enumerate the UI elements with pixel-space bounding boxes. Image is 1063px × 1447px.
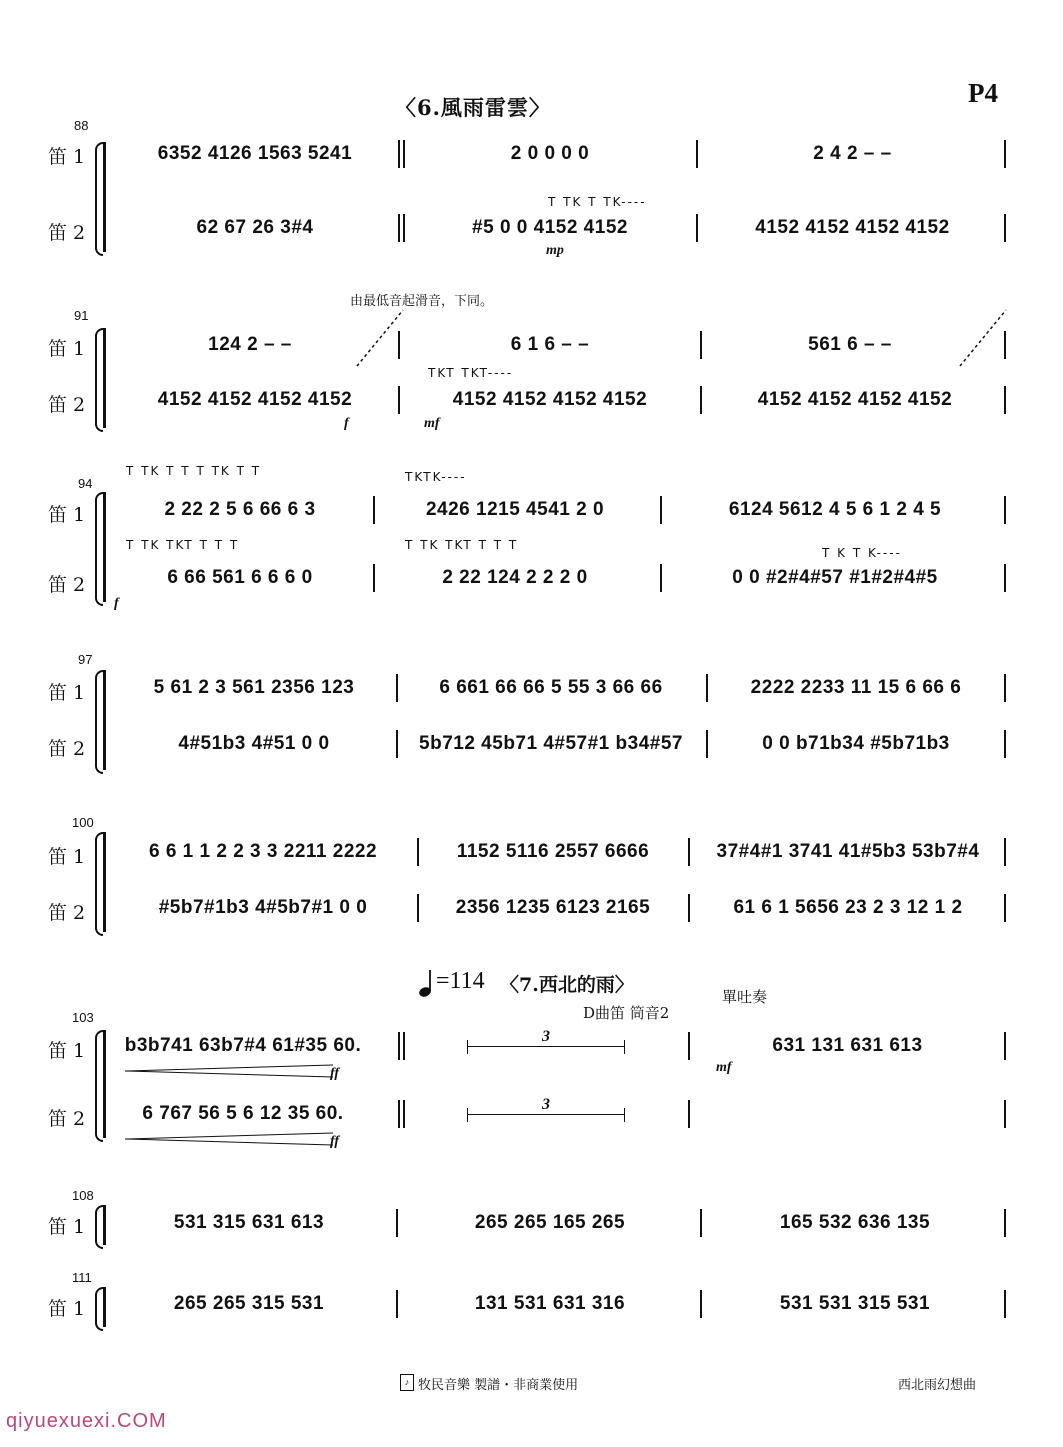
measure: 4152 4152 4152 4152 bbox=[157, 389, 353, 410]
part-label: 笛 1 bbox=[48, 338, 86, 360]
staff-row bbox=[110, 832, 1010, 872]
barline bbox=[1004, 894, 1006, 922]
quarter-note-icon bbox=[418, 968, 438, 998]
barline bbox=[396, 1290, 398, 1318]
multirest-3 bbox=[467, 1096, 625, 1122]
barline bbox=[1004, 496, 1006, 524]
measure: 4152 4152 4152 4152 bbox=[755, 217, 950, 238]
measure-number: 111 bbox=[72, 1270, 92, 1285]
measure: 61 6 1 5656 23 2 3 12 1 2 bbox=[733, 897, 963, 918]
tonguing-marks: T TK T T T TK T T bbox=[126, 464, 262, 478]
part-label: 笛 1 bbox=[48, 1216, 86, 1238]
staff-row bbox=[110, 490, 1010, 530]
system-brace bbox=[95, 142, 103, 256]
measure: 6 1 6 – – bbox=[510, 334, 590, 355]
barline-double bbox=[403, 1100, 405, 1128]
staff-row bbox=[110, 1284, 1010, 1324]
measure: 5 61 2 3 561 2356 123 bbox=[153, 677, 355, 698]
staff-row bbox=[110, 208, 1010, 248]
barline-double bbox=[398, 1032, 400, 1060]
measure: #5b7#1b3 4#5b7#1 0 0 bbox=[158, 897, 368, 918]
system-bracket bbox=[103, 328, 106, 428]
articulation-instruction: 單吐奏 bbox=[722, 988, 768, 1006]
part-label: 笛 2 bbox=[48, 222, 86, 244]
barline bbox=[688, 838, 690, 866]
measure: 531 531 315 531 bbox=[779, 1293, 931, 1314]
dynamic-mark: ff bbox=[330, 1066, 340, 1081]
barline-double bbox=[398, 214, 400, 242]
measure: 124 2 – – bbox=[208, 334, 292, 355]
measure: 0 0 #2#4#57 #1#2#4#5 bbox=[732, 567, 938, 588]
measure: 2 0 0 0 0 bbox=[510, 143, 590, 164]
barline-double bbox=[403, 214, 405, 242]
multirest-count: 3 bbox=[538, 1096, 554, 1114]
barline bbox=[1004, 140, 1006, 168]
barline bbox=[688, 1032, 690, 1060]
page-number: P4 bbox=[968, 78, 998, 108]
measure: 631 131 631 613 bbox=[772, 1035, 923, 1056]
tempo-mark: =114 bbox=[436, 968, 485, 994]
measure-number: 88 bbox=[74, 118, 89, 133]
measure: 265 265 165 265 bbox=[474, 1212, 626, 1233]
dynamic-mark: f bbox=[344, 416, 349, 431]
part-label: 笛 2 bbox=[48, 1108, 86, 1130]
part-label: 笛 1 bbox=[48, 504, 86, 526]
staff-row bbox=[110, 558, 1010, 598]
measure: 265 265 315 531 bbox=[173, 1293, 325, 1314]
tonguing-marks: T TK T TK---- bbox=[548, 195, 647, 209]
barline bbox=[706, 674, 708, 702]
barline bbox=[700, 1209, 702, 1237]
watermark: qiyuexuexi.COM bbox=[6, 1410, 167, 1432]
barline bbox=[1004, 838, 1006, 866]
part-label: 笛 2 bbox=[48, 738, 86, 760]
measure: 1152 5116 2557 6666 bbox=[456, 841, 650, 862]
section-title: 〈7.西北的雨〉 bbox=[500, 974, 634, 996]
barline bbox=[696, 140, 698, 168]
barline bbox=[417, 894, 419, 922]
measure: b3b741 63b7#4 61#35 60. bbox=[124, 1035, 362, 1056]
measure: 2222 2233 11 15 6 66 6 bbox=[750, 677, 962, 698]
barline bbox=[396, 1209, 398, 1237]
barline bbox=[373, 564, 375, 592]
barline bbox=[1004, 1290, 1006, 1318]
tonguing-marks: TKTK---- bbox=[405, 470, 467, 484]
barline bbox=[696, 214, 698, 242]
barline-double bbox=[403, 140, 405, 168]
system-bracket bbox=[103, 1287, 106, 1327]
barline bbox=[1004, 1100, 1006, 1128]
part-label: 笛 1 bbox=[48, 1298, 86, 1320]
dynamic-mark: mf bbox=[716, 1060, 732, 1075]
barline bbox=[1004, 1209, 1006, 1237]
staff-row bbox=[110, 668, 1010, 708]
barline bbox=[700, 1290, 702, 1318]
publisher-logo-icon: ♪ bbox=[400, 1374, 414, 1391]
tonguing-marks: TKT TKT---- bbox=[428, 366, 514, 380]
barline bbox=[688, 1100, 690, 1128]
section-title: 〈6.風雨雷雲〉 bbox=[395, 95, 551, 120]
dynamic-mark: mp bbox=[546, 243, 564, 258]
barline bbox=[396, 730, 398, 758]
system-brace bbox=[95, 1030, 103, 1142]
dynamic-mark: f bbox=[114, 596, 119, 611]
barline bbox=[700, 386, 702, 414]
barline bbox=[660, 564, 662, 592]
system-brace bbox=[95, 670, 103, 774]
dynamic-mark: mf bbox=[424, 416, 440, 431]
barline-double bbox=[398, 1100, 400, 1128]
part-label: 笛 1 bbox=[48, 846, 86, 868]
system-bracket bbox=[103, 1205, 106, 1245]
barline bbox=[373, 496, 375, 524]
crescendo-hairpin bbox=[125, 1064, 335, 1078]
measure: 4#51b3 4#51 0 0 bbox=[178, 733, 330, 754]
measure: 6 661 66 66 5 55 3 66 66 bbox=[439, 677, 663, 698]
barline bbox=[706, 730, 708, 758]
performance-note: 由最低音起滑音，下同。 bbox=[350, 294, 494, 309]
measure: 561 6 – – bbox=[808, 334, 892, 355]
glissando-line bbox=[958, 308, 1008, 368]
measure: 2356 1235 6123 2165 bbox=[455, 897, 651, 918]
barline bbox=[688, 894, 690, 922]
measure: 5b712 45b71 4#57#1 b34#57 bbox=[419, 733, 683, 754]
barline bbox=[1004, 564, 1006, 592]
measure: 6 6 1 1 2 2 3 3 2211 2222 bbox=[148, 841, 378, 862]
measure-number: 94 bbox=[78, 476, 93, 491]
part-label: 笛 1 bbox=[48, 146, 86, 168]
tonguing-marks: T TK TKT T T T bbox=[126, 538, 240, 552]
barline bbox=[1004, 386, 1006, 414]
barline bbox=[1004, 730, 1006, 758]
barline bbox=[700, 331, 702, 359]
system-bracket bbox=[103, 670, 106, 770]
measure-number: 91 bbox=[74, 308, 89, 323]
measure: 131 531 631 316 bbox=[474, 1293, 626, 1314]
measure: 4152 4152 4152 4152 bbox=[757, 389, 953, 410]
staff-row bbox=[110, 325, 1010, 365]
glissando-line bbox=[355, 308, 405, 368]
barline bbox=[398, 386, 400, 414]
crescendo-hairpin bbox=[125, 1132, 335, 1146]
barline bbox=[396, 674, 398, 702]
barline bbox=[1004, 1032, 1006, 1060]
part-label: 笛 1 bbox=[48, 682, 86, 704]
measure: 0 0 b71b34 #5b71b3 bbox=[762, 733, 950, 754]
multirest-3 bbox=[467, 1028, 625, 1054]
measure: 6 767 56 5 6 12 35 60. bbox=[142, 1103, 344, 1124]
staff-row bbox=[110, 888, 1010, 928]
staff-row bbox=[110, 134, 1010, 174]
system-bracket bbox=[103, 1030, 106, 1138]
measure-number: 97 bbox=[78, 652, 93, 667]
barline bbox=[1004, 674, 1006, 702]
measure: 6352 4126 1563 5241 bbox=[157, 143, 353, 164]
staff-row bbox=[110, 724, 1010, 764]
part-label: 笛 2 bbox=[48, 574, 86, 596]
measure: 2426 1215 4541 2 0 bbox=[425, 499, 605, 520]
measure-number: 100 bbox=[72, 815, 94, 830]
barline-double bbox=[398, 140, 400, 168]
system-bracket bbox=[103, 142, 106, 252]
barline bbox=[660, 496, 662, 524]
measure: 62 67 26 3#4 bbox=[196, 217, 314, 238]
measure: 2 22 124 2 2 2 0 bbox=[442, 567, 588, 588]
system-brace bbox=[95, 1205, 103, 1249]
system-brace bbox=[95, 492, 103, 606]
part-label: 笛 2 bbox=[48, 902, 86, 924]
measure: 531 315 631 613 bbox=[173, 1212, 325, 1233]
measure-number: 108 bbox=[72, 1188, 94, 1203]
system-bracket bbox=[103, 492, 106, 602]
staff-row bbox=[110, 380, 1010, 420]
footer-title: 西北雨幻想曲 bbox=[898, 1378, 977, 1393]
system-brace bbox=[95, 1287, 103, 1331]
multirest-count: 3 bbox=[538, 1028, 554, 1046]
barline bbox=[1004, 214, 1006, 242]
measure: 2 4 2 – – bbox=[813, 143, 892, 164]
barline bbox=[417, 838, 419, 866]
tonguing-marks: T K T K---- bbox=[822, 546, 902, 560]
measure: 4152 4152 4152 4152 bbox=[452, 389, 648, 410]
measure-number: 103 bbox=[72, 1010, 94, 1025]
part-label: 笛 2 bbox=[48, 394, 86, 416]
footer-credit: 牧民音樂 製譜・非商業使用 bbox=[418, 1378, 579, 1393]
measure: 6 66 561 6 6 6 0 bbox=[167, 567, 313, 588]
measure: #5 0 0 4152 4152 bbox=[472, 217, 628, 238]
part-label: 笛 1 bbox=[48, 1040, 86, 1062]
barline-double bbox=[403, 1032, 405, 1060]
system-brace bbox=[95, 832, 103, 936]
measure: 165 532 636 135 bbox=[779, 1212, 931, 1233]
dynamic-mark: ff bbox=[330, 1134, 340, 1149]
system-bracket bbox=[103, 832, 106, 932]
measure: 37#4#1 3741 41#5b3 53b7#4 bbox=[716, 841, 980, 862]
key-instruction: D曲笛 筒音2 bbox=[583, 1004, 670, 1022]
measure: 2 22 2 5 6 66 6 3 bbox=[164, 499, 316, 520]
measure: 6124 5612 4 5 6 1 2 4 5 bbox=[728, 499, 942, 520]
tonguing-marks: T TK TKT T T T bbox=[405, 538, 519, 552]
system-brace bbox=[95, 328, 103, 432]
staff-row bbox=[110, 1203, 1010, 1243]
